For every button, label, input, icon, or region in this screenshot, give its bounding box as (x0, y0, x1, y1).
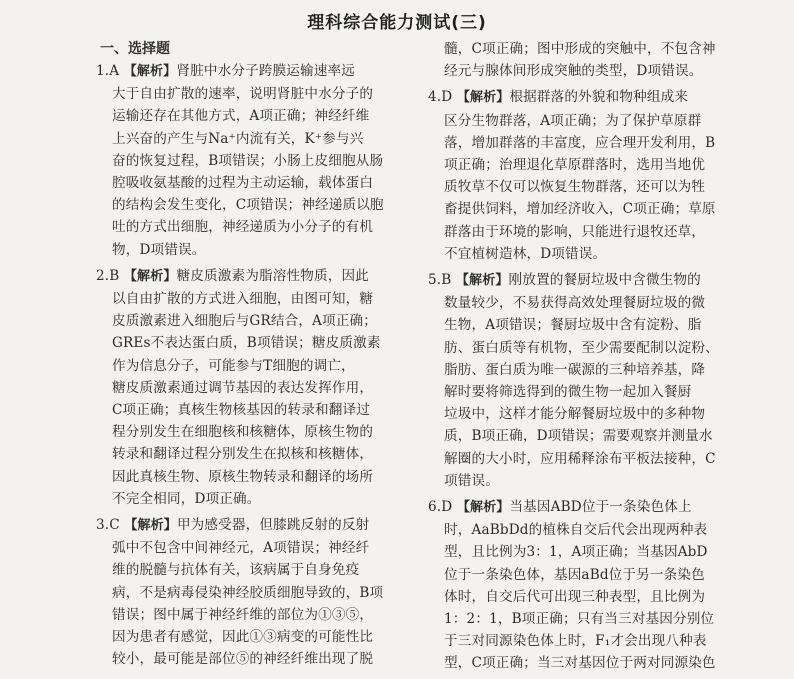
answer-choice: D (441, 89, 453, 106)
explanation-line: 糖皮质激素通过调节基因的表达发挥作用， (112, 379, 374, 396)
question-number: 2. (96, 267, 110, 284)
question-number: 4. (428, 89, 442, 106)
right-column (428, 38, 728, 679)
explanation-line: 脂肪、蛋白质为唯一碳源的三种培养基，降 (444, 361, 706, 378)
explanation-line: 程分别发生在细胞核和核糖体，原核生物的 (112, 424, 374, 441)
analysis-tag: 【解析】 (123, 64, 177, 79)
explanation-line: 大于自由扩散的速率，说明肾脏中水分子的 (112, 86, 374, 103)
explanation-line: 物，D项错误。 (112, 241, 206, 258)
explanation-text: 刚放置的餐厨垃圾中含微生物的 (508, 272, 701, 289)
explanation-text: 糖皮质激素为脂溶性物质，因此 (176, 267, 369, 284)
explanation-line: 上兴奋的产生与Na⁺内流有关，K⁺参与兴 (112, 130, 364, 147)
answer-item (96, 265, 418, 510)
question-number: 3. (96, 517, 110, 534)
explanation-line: 时，AaBbDd的植株自交后代会出现两种表 (444, 522, 708, 539)
explanation-line: 群落由于环境的影响，只能进行退牧还草， (444, 223, 706, 240)
right-answer-list (428, 38, 728, 675)
explanation-line: 落，增加群落的丰富度，应合理开发利用，B (444, 134, 716, 151)
explanation-line: 项错误。 (444, 472, 499, 489)
answer-first-line (428, 269, 728, 292)
explanation-line: 因为患者有感觉，因此①③病变的可能性比 (112, 629, 374, 646)
explanation-line: 错误；图中属于神经纤维的部位为①③⑤， (112, 606, 374, 623)
answer-item (96, 514, 418, 670)
explanation-line: 以自由扩散的方式进入细胞，由图可知，糖 (112, 291, 374, 308)
question-number: 5. (428, 272, 442, 289)
explanation-line: 生物，A项错误；餐厨垃圾中含有淀粉、脂 (444, 317, 702, 334)
analysis-tag: 【解析】 (456, 500, 510, 516)
analysis-tag: 【解析】 (456, 90, 510, 106)
explanation-line: GREs不表达蛋白质，B项错误；糖皮质激素 (112, 335, 381, 352)
explanation-line: 弧中不包含中间神经元，A项错误；神经纤 (112, 540, 370, 557)
answer-item (428, 38, 728, 82)
explanation-line: 吐的方式出细胞，神经递质为小分子的有机 (112, 219, 374, 236)
explanation-line: 皮质激素进入细胞后与GR结合，A项正确； (112, 313, 378, 330)
explanation-line: 质，B项正确，D项错误；需要观察并测量水 (444, 428, 713, 445)
explanation-line: 不宜植树造林，D项错误。 (444, 245, 607, 262)
explanation-line: 型，且比例为3：1，A项正确；当基因AbD (444, 544, 708, 561)
explanation-line: 腔吸收氨基酸的过程为主动运输，载体蛋白 (112, 175, 374, 192)
explanation-line: C项正确；真核生物核基因的转录和翻译过 (112, 402, 370, 419)
explanation-line: 畜提供饲料，增加经济收入，C项正确；草原 (444, 201, 716, 218)
explanation-line: 转录和翻译过程分别发生在拟核和核糖体， (112, 446, 374, 463)
explanation-line: 1：2：1，B项正确；只有当三对基因分别位 (444, 611, 715, 628)
explanation-line: 髓，C项正确；图中形成的突触中，不包含神 (444, 41, 716, 57)
page-title: 理科综合能力测试(三) (307, 13, 487, 33)
answer-first-line (96, 514, 418, 537)
answer-item (428, 269, 728, 492)
explanation-line: 作为信息分子，可能参与T细胞的调亡， (112, 357, 355, 374)
explanation-text: 当基因ABD位于一条染色体上 (509, 499, 692, 516)
answer-first-line (96, 60, 418, 83)
answer-choice: C (109, 517, 120, 534)
explanation-line: 较小，最可能是部位⑤的神经纤维出现了脱 (112, 651, 374, 668)
left-answer-list (96, 60, 418, 670)
explanation-line: 体时，自交后代可出现三种表型，且比例为 (444, 588, 706, 605)
explanation-line: 质牧草不仅可以恢复生物群落，还可以为牲 (444, 179, 706, 196)
answer-item (96, 60, 418, 261)
explanation-line: 病，不是病毒侵染神经胶质细胞导致的，B项 (112, 584, 384, 601)
answer-choice: B (441, 272, 452, 289)
explanation-line: 运输还存在其他方式，A项正确；神经纤维 (112, 108, 370, 125)
explanation-line: 因此真核生物、原核生物转录和翻译的场所 (112, 468, 374, 485)
explanation-line: 项正确；治理退化草原群落时，选用当地优 (444, 157, 706, 174)
explanation-line: 位于一条染色体，基因aBd位于另一条染色 (444, 566, 705, 583)
answer-item (428, 86, 728, 265)
answer-choice: B (109, 267, 120, 284)
explanation-line: 奋的恢复过程，B项错误；小肠上皮细胞从肠 (112, 152, 384, 169)
explanation-line: 经元与腺体间形成突触的类型，D项错误。 (444, 63, 703, 80)
answer-item (428, 496, 728, 675)
explanation-text: 甲为感受器，但膝跳反射的反射 (176, 517, 370, 534)
explanation-line: 垃圾中，这样才能分解餐厨垃圾中的多种物 (444, 406, 706, 423)
analysis-tag: 【解析】 (124, 518, 177, 534)
section-title: 一、选择题 (100, 41, 170, 57)
explanation-line: 区分生物群落，A项正确；为了保护草原群 (444, 112, 702, 129)
explanation-line: 数量较少，不易获得高效处理餐厨垃圾的微 (444, 295, 706, 312)
explanation-line: 于三对同源染色体上时，F₁才会出现八种表 (444, 633, 707, 650)
answer-choice: A (109, 63, 120, 79)
explanation-line: 型，C项正确；当三对基因位于两对同源染色 (444, 655, 716, 672)
explanation-line: 维的脱髓与抗体有关，该病属于自身免疫 (112, 562, 360, 579)
explanation-line: 的结构会发生变化，C项错误；神经递质以胞 (112, 197, 384, 214)
explanation-line: 解时要将筛选得到的微生物一起加入餐厨 (444, 384, 692, 401)
explanation-text: 根据群落的外貌和物种组成来 (509, 89, 689, 106)
explanation-line: 解圈的大小时，应用稀释涂布平板法接种，C (444, 450, 716, 467)
answer-choice: D (441, 499, 453, 516)
explanation-line: 肪、蛋白质等有机物，至少需要配制以淀粉、 (444, 339, 719, 356)
question-number: 1. (96, 63, 110, 79)
question-number: 6. (428, 499, 442, 516)
answer-first-line (428, 496, 728, 519)
left-column (96, 38, 418, 674)
answer-first-line (428, 86, 728, 109)
explanation-text: 肾脏中水分子跨膜运输速率远 (176, 63, 356, 79)
answer-first-line (96, 265, 418, 288)
explanation-line: 不完全相同，D项正确。 (112, 490, 261, 507)
analysis-tag: 【解析】 (455, 273, 509, 289)
analysis-tag: 【解析】 (123, 268, 177, 284)
